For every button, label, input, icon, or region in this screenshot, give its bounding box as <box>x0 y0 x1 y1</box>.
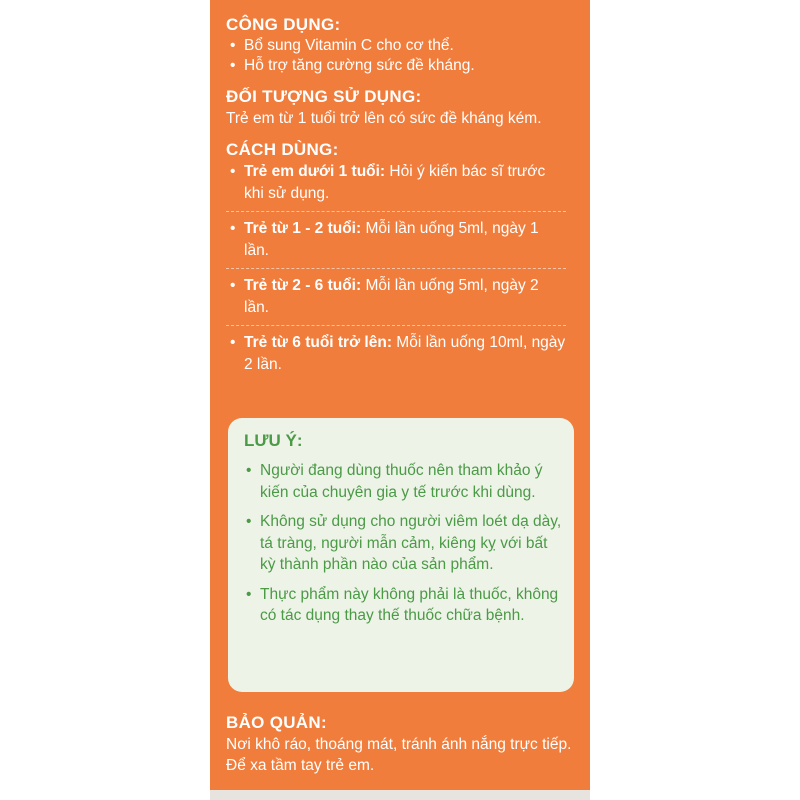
dosage-item <box>226 218 566 269</box>
storage-text: Nơi khô ráo, thoáng mát, tránh ánh nắng trực tiếp. Để xa tầm tay trẻ em. <box>226 736 572 774</box>
uses-heading: CÔNG DỤNG: <box>226 15 341 34</box>
storage-heading: BẢO QUẢN: <box>226 713 327 732</box>
dosage-group: Trẻ em dưới 1 tuổi: <box>244 163 386 180</box>
dosage-item <box>226 332 566 382</box>
dosage-group: Trẻ từ 6 tuổi trở lên: <box>244 334 392 351</box>
target-heading: ĐỐI TƯỢNG SỬ DỤNG: <box>226 87 422 106</box>
uses-section <box>226 14 584 76</box>
dosage-group: Trẻ từ 2 - 6 tuổi: <box>244 277 362 294</box>
dosage-instruction: Hỏi ý kiến bác sĩ trước khi sử dụng. <box>244 163 546 202</box>
uses-item: • Hỗ trợ tăng cường sức đề kháng. <box>226 56 584 76</box>
note-item: • Người đang dùng thuốc nên tham khảo ý kiến của chuyên gia y tế trước khi dùng. <box>244 460 562 503</box>
dosage-item <box>226 161 566 212</box>
product-label-panel <box>210 0 590 800</box>
dosage-instruction: Mỗi lần uống 5ml, ngày 1 lần. <box>244 220 539 259</box>
note-box <box>228 418 574 692</box>
note-item: • Không sử dụng cho người viêm loét dạ dày, tá tràng, người mẫn cảm, kiêng kỵ với bất kỳ thành phần nào của sản phẩm. <box>244 511 562 576</box>
dosage-group: Trẻ từ 1 - 2 tuổi: <box>244 220 362 237</box>
target-section <box>226 86 584 129</box>
dosage-section <box>226 139 584 382</box>
dosage-instruction: Mỗi lần uống 10ml, ngày 2 lần. <box>244 334 566 373</box>
note-heading: LƯU Ý: <box>244 431 303 450</box>
dosage-heading: CÁCH DÙNG: <box>226 140 339 159</box>
target-text: Trẻ em từ 1 tuổi trở lên có sức đề kháng kém. <box>226 110 542 127</box>
dosage-instruction: Mỗi lần uống 5ml, ngày 2 lần. <box>244 277 539 316</box>
dosage-item <box>226 275 566 326</box>
uses-item: • Bổ sung Vitamin C cho cơ thể. <box>226 36 584 56</box>
note-item: • Thực phẩm này không phải là thuốc, không có tác dụng thay thế thuốc chữa bệnh. <box>244 584 562 627</box>
storage-section <box>226 712 586 776</box>
